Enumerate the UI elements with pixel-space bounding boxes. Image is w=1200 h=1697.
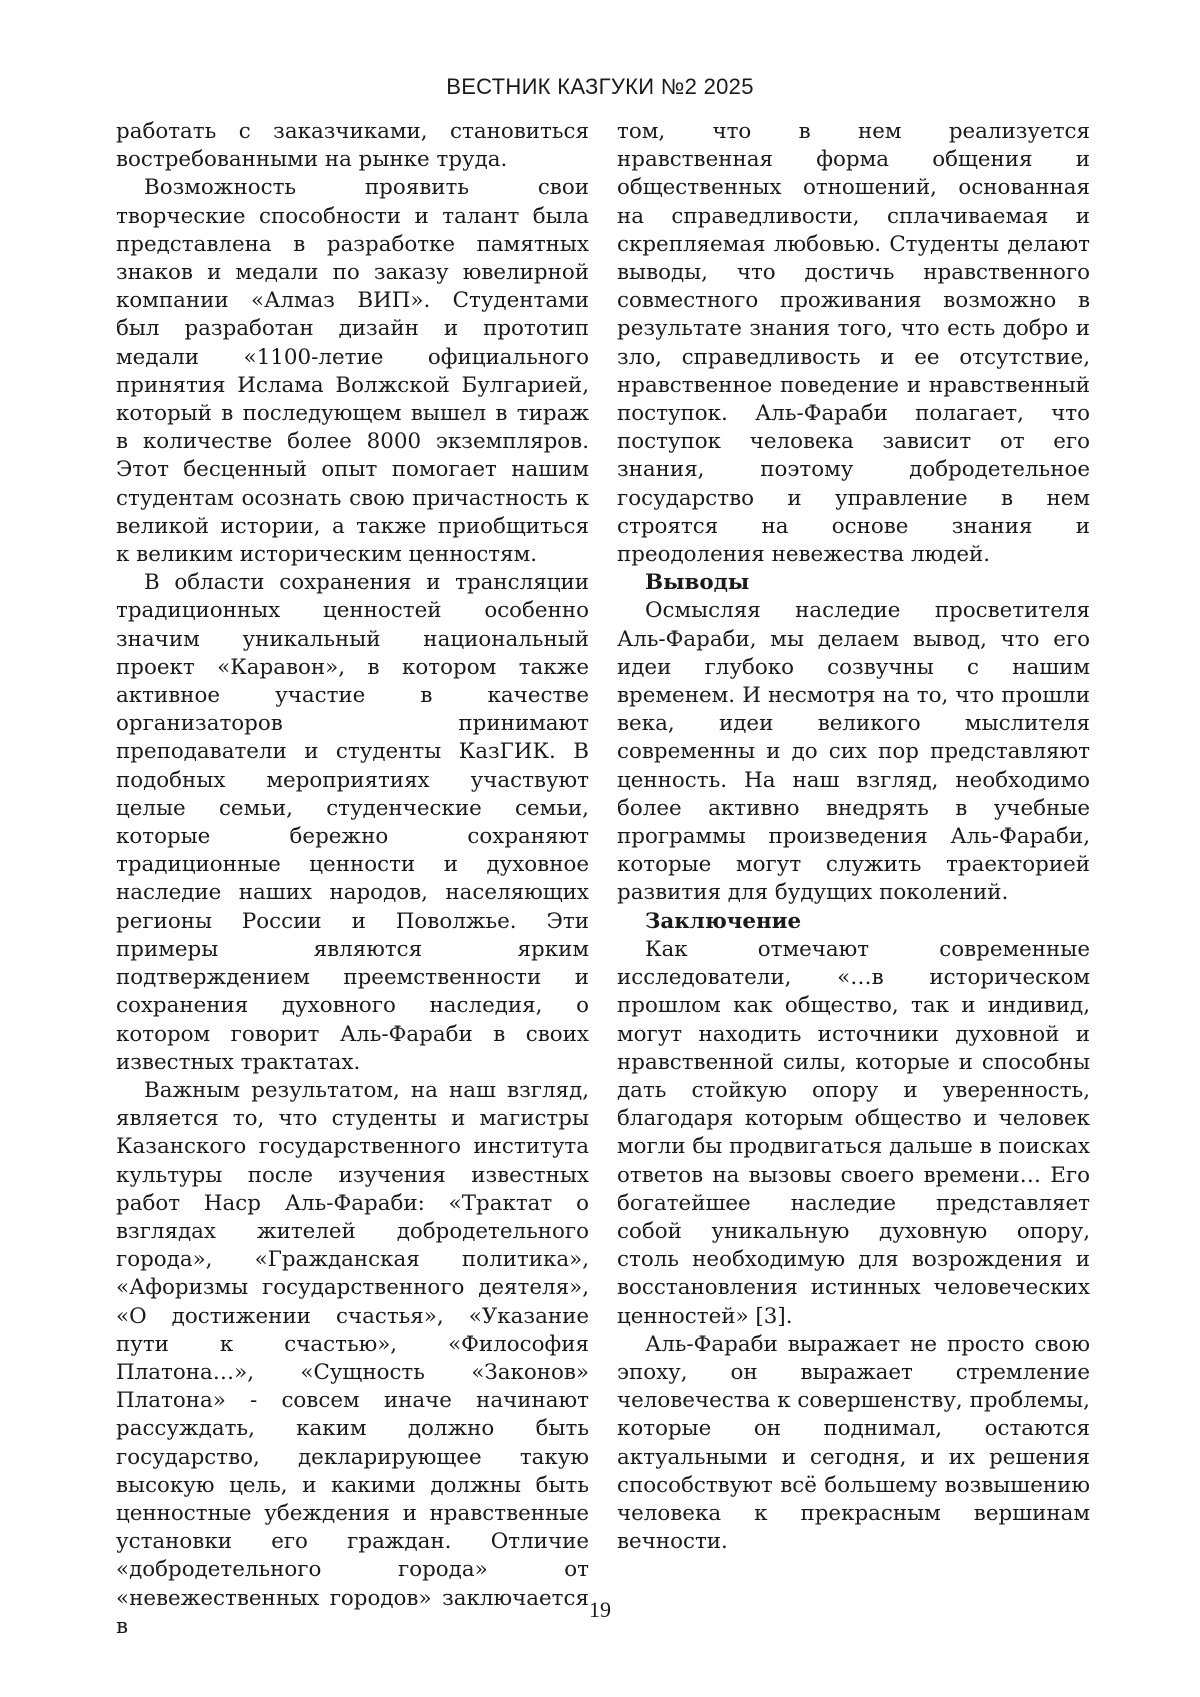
paragraph-virtuous-city: том, что в нем реализуется нравственная форма общения и общественных отношений, основанная на справедливости, сплачиваемая и скрепляемая любовью. Студенты делают выводы, что достичь нравственного совместного проживания возможно в результате знания того, что есть добро и зло, справедливость и ее отсутствие, нравственное поведение и нравственный поступок. Аль-Фараби полагает, что поступок человека зависит от его знания, поэтому добродетельное государство и управление в нем строятся на основе знания и преодоления невежества людей. xyxy=(617,119,1090,568)
paragraph-closing: Аль-Фараби выражает не просто свою эпоху, он выражает стремление человечества к совершенству, проблемы, которые он поднимал, остаются актуальными и сегодня, и их решения способствуют всё большему возвышению человека к прекрасным вершинам вечности. xyxy=(617,1331,1090,1555)
paragraph-students-results: Важным результатом, на наш взгляд, является то, что студенты и магистры Казанского государственного института культуры после изучения известных работ Наср Аль-Фараби: «Трактат о взглядах жителей добродетельного города», «Гражданская политика», «Афоризмы государственного деятеля», «О достижении счастья», «Указание пути к счастью», «Философия Платона…», «Сущность «Законов» Платона» - совсем иначе начинают рассуждать, каким должно быть государство, декларирующее такую высокую цель, и какими должны быть ценностные убеждения и нравственные установки его граждан. Отличие «добродетельного города» от «невежественных городов» заключается в xyxy=(116,1077,589,1639)
paragraph-researchers-quote: Как отмечают современные исследователи, «…в историческом прошлом как общество, так и индивид, могут находить источники духовной и нравственной силы, которые и способны дать стойкую опору и уверенность, благодаря которым общество и человек могли бы продвигаться дальше в поисках ответов на вызовы своего времени… Его богатейшее наследие представляет собой уникальную духовную опору, столь необходимую для возрождения и восстановления истинных человеческих ценностей» [3]. xyxy=(617,936,1090,1329)
paragraph-conclusions: Осмысляя наследие просветителя Аль-Фараби, мы делаем вывод, что его идеи глубоко созвучны с нашим временем. И несмотря на то, что прошли века, идеи великого мыслителя современны и до сих пор представляют ценность. На наш взгляд, необходимо более активно внедрять в учебные программы произведения Аль-Фараби, которые могут служить траекторией развития для будущих поколений. xyxy=(617,598,1090,906)
right-column xyxy=(617,118,1090,1556)
section-heading-conclusions: Выводы xyxy=(645,570,750,596)
paragraph-karavon-project: В области сохранения и трансляции традиционных ценностей особенно значим уникальный национальный проект «Каравон», в котором также активное участие в качестве организаторов принимают преподаватели и студенты КазГИК. В подобных мероприятиях участвуют целые семьи, студенческие семьи, которые бережно сохраняют традиционные ценности и духовное наследие наших народов, населяющих регионы России и Поволжье. Эти примеры являются ярким подтверждением преемственности и сохранения духовного наследия, о котором говорит Аль-Фараби в своих известных трактатах. xyxy=(116,570,589,1075)
section-heading-final: Заключение xyxy=(645,908,802,934)
page-number: 19 xyxy=(589,1597,611,1622)
running-title: ВЕСТНИК КАЗГУКИ №2 2025 xyxy=(446,74,754,99)
left-column xyxy=(116,118,589,1641)
paragraph-continuation: работать с заказчиками, становиться востребованными на рынке труда. xyxy=(116,119,589,173)
paragraph-medal-design: Возможность проявить свои творческие способности и талант была представлена в разработке памятных знаков и медали по заказу ювелирной компании «Алмаз ВИП». Студентами был разработан дизайн и прототип медали «1100-летие официального принятия Ислама Волжской Булгарией, который в последующем вышел в тираж в количестве более 8000 экземпляров. Этот бесценный опыт помогает нашим студентам осознать свою причастность к великой истории, а также приобщиться к великим историческим ценностям. xyxy=(116,175,589,568)
